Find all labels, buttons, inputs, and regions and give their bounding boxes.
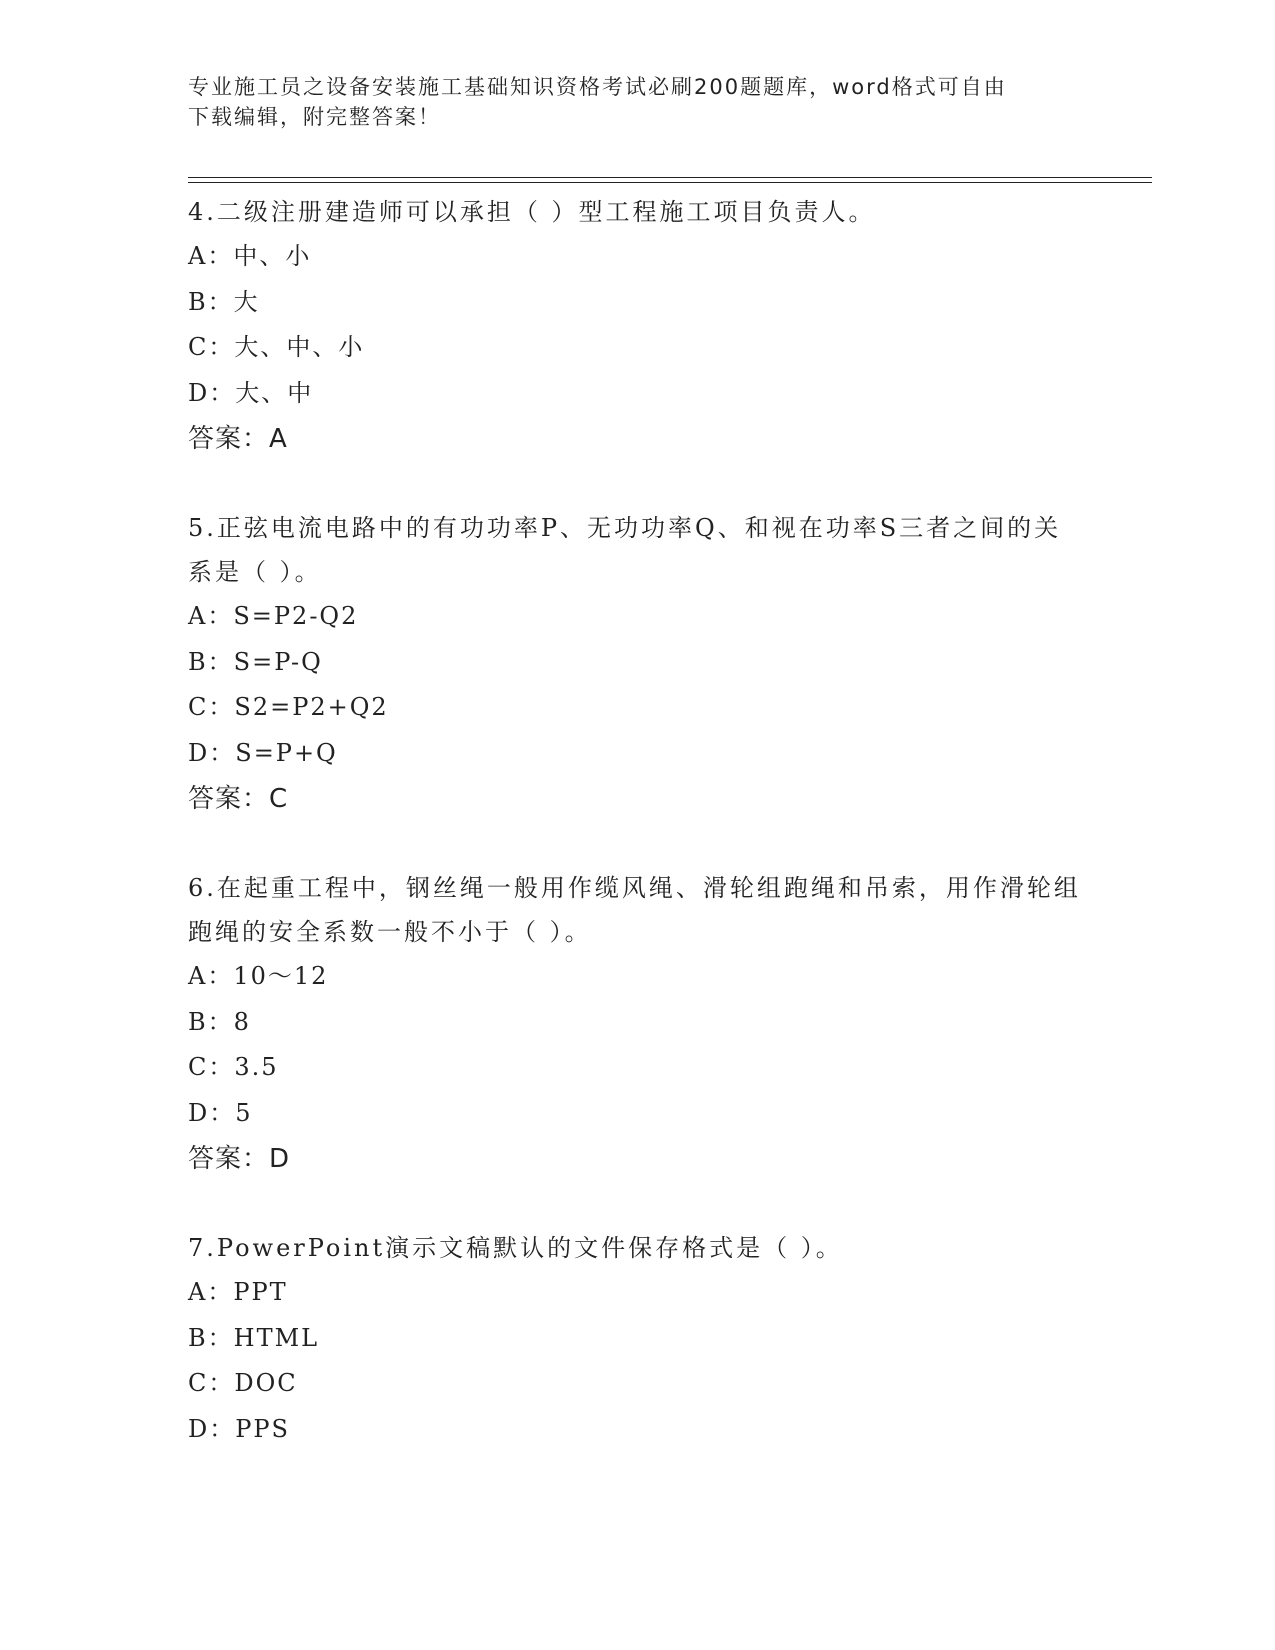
- question-5: [188, 506, 1088, 822]
- option-label: C：: [188, 333, 235, 361]
- option-d: [188, 1091, 1088, 1137]
- option-text: 大、中: [235, 378, 314, 407]
- answer-line: 答案：A: [188, 424, 288, 454]
- question-6: [188, 866, 1088, 1182]
- header-divider-top: [188, 177, 1152, 178]
- option-text: S=P-Q: [233, 647, 323, 676]
- option-b: [188, 640, 1088, 686]
- option-text: 3.5: [234, 1053, 279, 1081]
- option-b: [188, 1000, 1088, 1046]
- question-stem: 7.PowerPoint演示文稿默认的文件保存格式是（ ）。: [188, 1234, 843, 1262]
- option-label: C：: [188, 1369, 235, 1397]
- option-c: [188, 685, 1088, 731]
- question-stem: 5.正弦电流电路中的有功功率P、无功功率Q、和视在功率S三者之间的关系是（ ）。: [188, 514, 1062, 586]
- question-stem: 6.在起重工程中，钢丝绳一般用作缆风绳、滑轮组跑绳和吊索，用作滑轮组跑绳的安全系数一般不小于（ ）。: [188, 874, 1081, 946]
- question-list: [188, 190, 1088, 1496]
- option-label: A：: [188, 1278, 234, 1306]
- option-a: [188, 234, 1088, 280]
- option-text: PPT: [233, 1278, 288, 1306]
- option-c: [188, 1361, 1088, 1407]
- option-text: S=P2-Q2: [233, 602, 359, 630]
- option-d: [188, 731, 1088, 777]
- answer-line: 答案：D: [188, 1144, 291, 1174]
- option-text: 10～12: [233, 962, 329, 990]
- option-text: 大: [233, 287, 260, 316]
- option-a: [188, 1270, 1088, 1316]
- option-label: B：: [188, 647, 234, 676]
- option-label: A：: [188, 242, 234, 270]
- option-text: S2=P2+Q2: [234, 693, 389, 721]
- document-header: [188, 72, 1088, 132]
- option-label: B：: [188, 1323, 234, 1352]
- option-label: D：: [188, 738, 236, 767]
- option-text: S=P+Q: [235, 738, 338, 767]
- option-c: [188, 325, 1088, 371]
- option-label: D：: [188, 1414, 236, 1443]
- option-text: 中、小: [233, 242, 312, 270]
- header-line-2: 下载编辑，附完整答案！: [188, 105, 441, 129]
- option-b: [188, 1316, 1088, 1362]
- option-text: DOC: [234, 1369, 298, 1397]
- header-divider-bottom: [188, 182, 1152, 183]
- option-text: PPS: [235, 1414, 290, 1443]
- question-7: [188, 1226, 1088, 1452]
- question-stem: 4.二级注册建造师可以承担（ ）型工程施工项目负责人。: [188, 198, 876, 226]
- header-line-1: 专业施工员之设备安装施工基础知识资格考试必刷200题题库，word格式可自由: [188, 75, 1007, 99]
- question-4: [188, 190, 1088, 462]
- option-d: [188, 371, 1088, 417]
- option-a: [188, 954, 1088, 1000]
- option-label: C：: [188, 693, 235, 721]
- option-a: [188, 594, 1088, 640]
- option-text: HTML: [233, 1323, 320, 1352]
- option-d: [188, 1407, 1088, 1453]
- option-text: 大、中、小: [234, 333, 365, 361]
- option-label: A：: [188, 962, 234, 990]
- option-b: [188, 280, 1088, 326]
- option-label: D：: [188, 1098, 236, 1127]
- option-label: A：: [188, 602, 234, 630]
- option-c: [188, 1045, 1088, 1091]
- option-label: D：: [188, 378, 236, 407]
- option-text: 5: [235, 1098, 253, 1127]
- option-text: 8: [233, 1007, 251, 1036]
- option-label: B：: [188, 1007, 234, 1036]
- option-label: C：: [188, 1053, 235, 1081]
- answer-line: 答案：C: [188, 784, 289, 814]
- option-label: B：: [188, 287, 234, 316]
